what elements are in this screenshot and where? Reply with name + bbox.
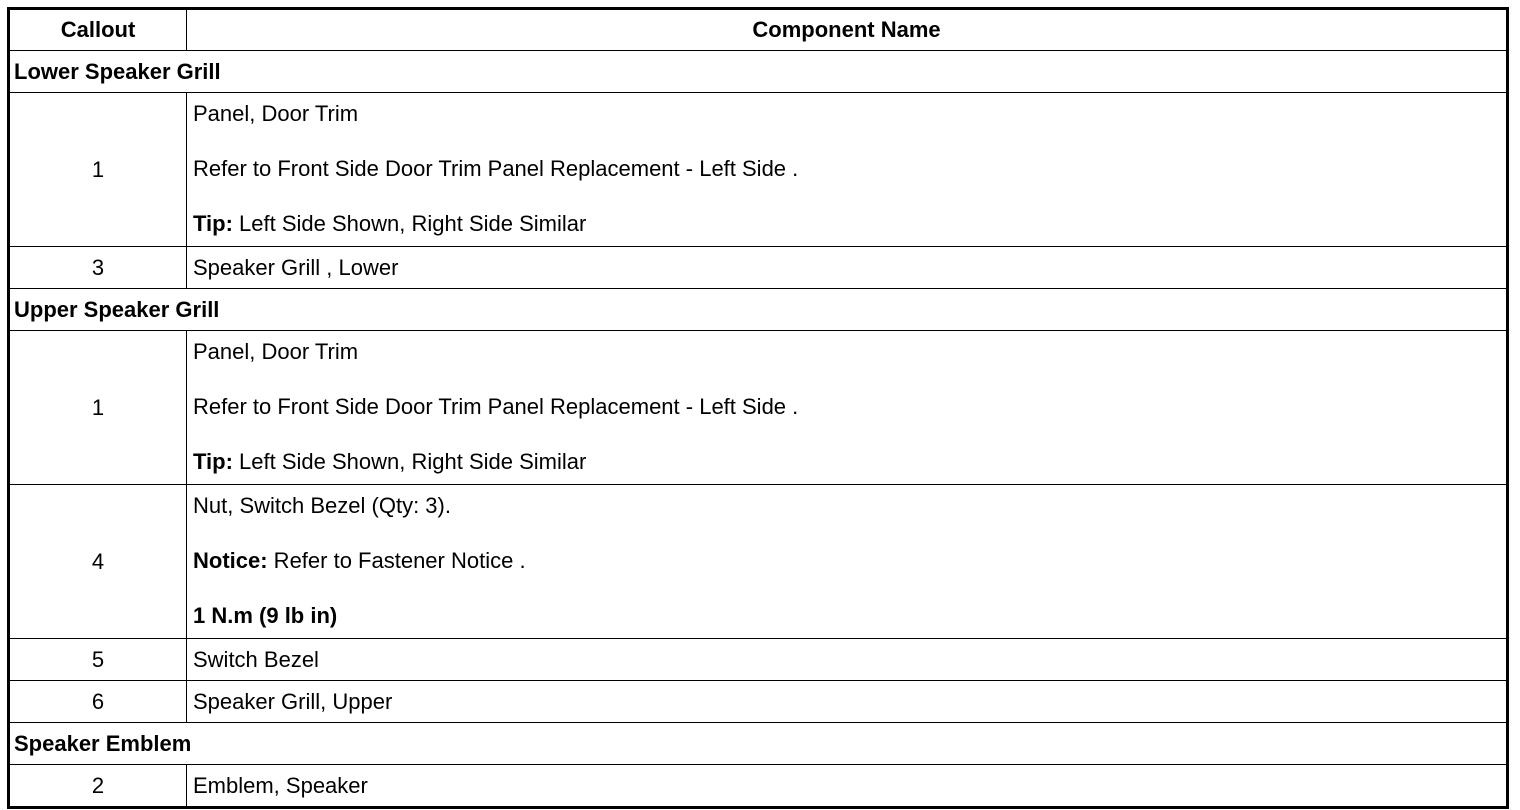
component-table [7, 7, 1509, 809]
component-name-cell [187, 331, 1508, 485]
tip-label: Tip: [193, 449, 233, 474]
section-title: Upper Speaker Grill [9, 289, 1508, 331]
callout-cell: 2 [9, 765, 187, 808]
section-row-speaker-emblem [9, 723, 1508, 765]
torque-spec: 1 N.m (9 lb in) [193, 603, 338, 628]
callout-cell: 3 [9, 247, 187, 289]
callout-cell: 5 [9, 639, 187, 681]
component-line: Panel, Door Trim [193, 339, 359, 364]
section-title: Lower Speaker Grill [9, 51, 1508, 93]
table-row [9, 765, 1508, 808]
component-name-cell [187, 485, 1508, 639]
component-name-cell: Emblem, Speaker [187, 765, 1508, 808]
table-row [9, 639, 1508, 681]
component-table-container [7, 7, 1506, 809]
table-row [9, 485, 1508, 639]
callout-cell: 1 [9, 93, 187, 247]
header-component-name: Component Name [187, 9, 1508, 51]
callout-cell: 4 [9, 485, 187, 639]
component-line: Refer to Front Side Door Trim Panel Replacement - Left Side . [193, 156, 799, 181]
section-title: Speaker Emblem [9, 723, 1508, 765]
table-row [9, 681, 1508, 723]
callout-cell: 1 [9, 331, 187, 485]
callout-cell: 6 [9, 681, 187, 723]
component-line: Tip: Left Side Shown, Right Side Similar [193, 449, 587, 474]
table-header-row [9, 9, 1508, 51]
component-name-cell: Speaker Grill , Lower [187, 247, 1508, 289]
component-name-cell: Speaker Grill, Upper [187, 681, 1508, 723]
component-name-cell: Switch Bezel [187, 639, 1508, 681]
table-row [9, 331, 1508, 485]
notice-label: Notice: [193, 548, 268, 573]
header-callout: Callout [9, 9, 187, 51]
section-row-upper-speaker-grill [9, 289, 1508, 331]
table-body [9, 51, 1508, 808]
component-line: Refer to Front Side Door Trim Panel Replacement - Left Side . [193, 394, 799, 419]
component-line [193, 603, 1506, 629]
component-line: Notice: Refer to Fastener Notice . [193, 548, 526, 573]
component-line: Nut, Switch Bezel (Qty: 3). [193, 493, 451, 518]
component-line: Panel, Door Trim [193, 101, 359, 126]
section-row-lower-speaker-grill [9, 51, 1508, 93]
tip-label: Tip: [193, 211, 233, 236]
table-row [9, 93, 1508, 247]
component-line: Tip: Left Side Shown, Right Side Similar [193, 211, 587, 236]
table-row [9, 247, 1508, 289]
component-name-cell [187, 93, 1508, 247]
